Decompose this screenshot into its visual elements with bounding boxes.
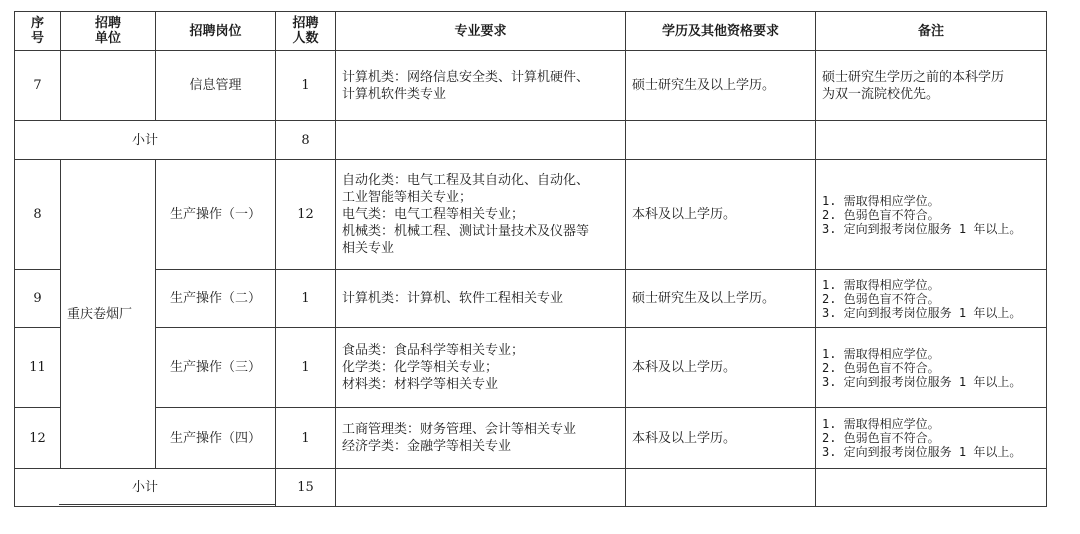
- row-no: 12: [15, 408, 61, 469]
- row-education: 硕士研究生及以上学历。: [626, 51, 816, 121]
- row-position: 生产操作（一）: [156, 160, 276, 270]
- row-remarks: 硕士研究生学历之前的本科学历 为双一流院校优先。: [816, 51, 1047, 121]
- row-no: 11: [15, 328, 61, 408]
- row-remarks: 1. 需取得相应学位。 2. 色弱色盲不符合。 3. 定向到报考岗位服务 1 年以上。: [816, 408, 1047, 469]
- subtotal-count: 15: [276, 469, 336, 507]
- subtotal-row: [15, 121, 1047, 160]
- subtotal-empty-remarks: [816, 469, 1047, 507]
- row-count: 1: [276, 328, 336, 408]
- subtotal-empty-education: [626, 121, 816, 160]
- row-count: 1: [276, 51, 336, 121]
- row-education: 本科及以上学历。: [626, 408, 816, 469]
- header-count: 招聘 人数: [276, 12, 336, 51]
- header-major: 专业要求: [336, 12, 626, 51]
- row-count: 1: [276, 270, 336, 328]
- header-remarks: 备注: [816, 12, 1047, 51]
- table-row: [15, 51, 1047, 121]
- row-position: 生产操作（四）: [156, 408, 276, 469]
- subtotal-count: 8: [276, 121, 336, 160]
- subtotal-empty-major: [336, 121, 626, 160]
- row-major: 工商管理类：财务管理、会计等相关专业 经济学类：金融学等相关专业: [336, 408, 626, 469]
- row-major: 计算机类：计算机、软件工程相关专业: [336, 270, 626, 328]
- row-major: 食品类：食品科学等相关专业； 化学类：化学等相关专业； 材料类：材料学等相关专业: [336, 328, 626, 408]
- row-education: 硕士研究生及以上学历。: [626, 270, 816, 328]
- recruitment-table: [14, 11, 1047, 507]
- table-row: [15, 328, 1047, 408]
- row-count: 12: [276, 160, 336, 270]
- subtotal-label: 小计: [15, 469, 276, 507]
- subtotal-row: [15, 469, 1047, 507]
- subtotal-empty-remarks: [816, 121, 1047, 160]
- row-major: 计算机类：网络信息安全类、计算机硬件、 计算机软件类专业: [336, 51, 626, 121]
- row-unit: [61, 51, 156, 121]
- header-no: 序 号: [15, 12, 61, 51]
- row-count: 1: [276, 408, 336, 469]
- unit-cell-chongqing: 重庆卷烟厂: [61, 160, 156, 469]
- subtotal-empty-major: [336, 469, 626, 507]
- row-position: 信息管理: [156, 51, 276, 121]
- header-unit: 招聘 单位: [61, 12, 156, 51]
- row-education: 本科及以上学历。: [626, 160, 816, 270]
- row-remarks: 1. 需取得相应学位。 2. 色弱色盲不符合。 3. 定向到报考岗位服务 1 年以上。: [816, 328, 1047, 408]
- row-education: 本科及以上学历。: [626, 328, 816, 408]
- row-no: 7: [15, 51, 61, 121]
- header-education: 学历及其他资格要求: [626, 12, 816, 51]
- header-position: 招聘岗位: [156, 12, 276, 51]
- table-row: [15, 408, 1047, 469]
- row-major: 自动化类：电气工程及其自动化、自动化、 工业智能等相关专业； 电气类：电气工程等相关专业； 机械类：机械工程、测试计量技术及仪器等 相关专业: [336, 160, 626, 270]
- table-row: [15, 270, 1047, 328]
- table-bottom-rule: [59, 504, 275, 505]
- header-row: [15, 12, 1047, 51]
- row-remarks: 1. 需取得相应学位。 2. 色弱色盲不符合。 3. 定向到报考岗位服务 1 年以上。: [816, 270, 1047, 328]
- row-position: 生产操作（三）: [156, 328, 276, 408]
- row-no: 8: [15, 160, 61, 270]
- table-row: [15, 160, 1047, 270]
- row-remarks: 1. 需取得相应学位。 2. 色弱色盲不符合。 3. 定向到报考岗位服务 1 年以上。: [816, 160, 1047, 270]
- subtotal-label: 小计: [15, 121, 276, 160]
- row-no: 9: [15, 270, 61, 328]
- row-position: 生产操作（二）: [156, 270, 276, 328]
- subtotal-empty-education: [626, 469, 816, 507]
